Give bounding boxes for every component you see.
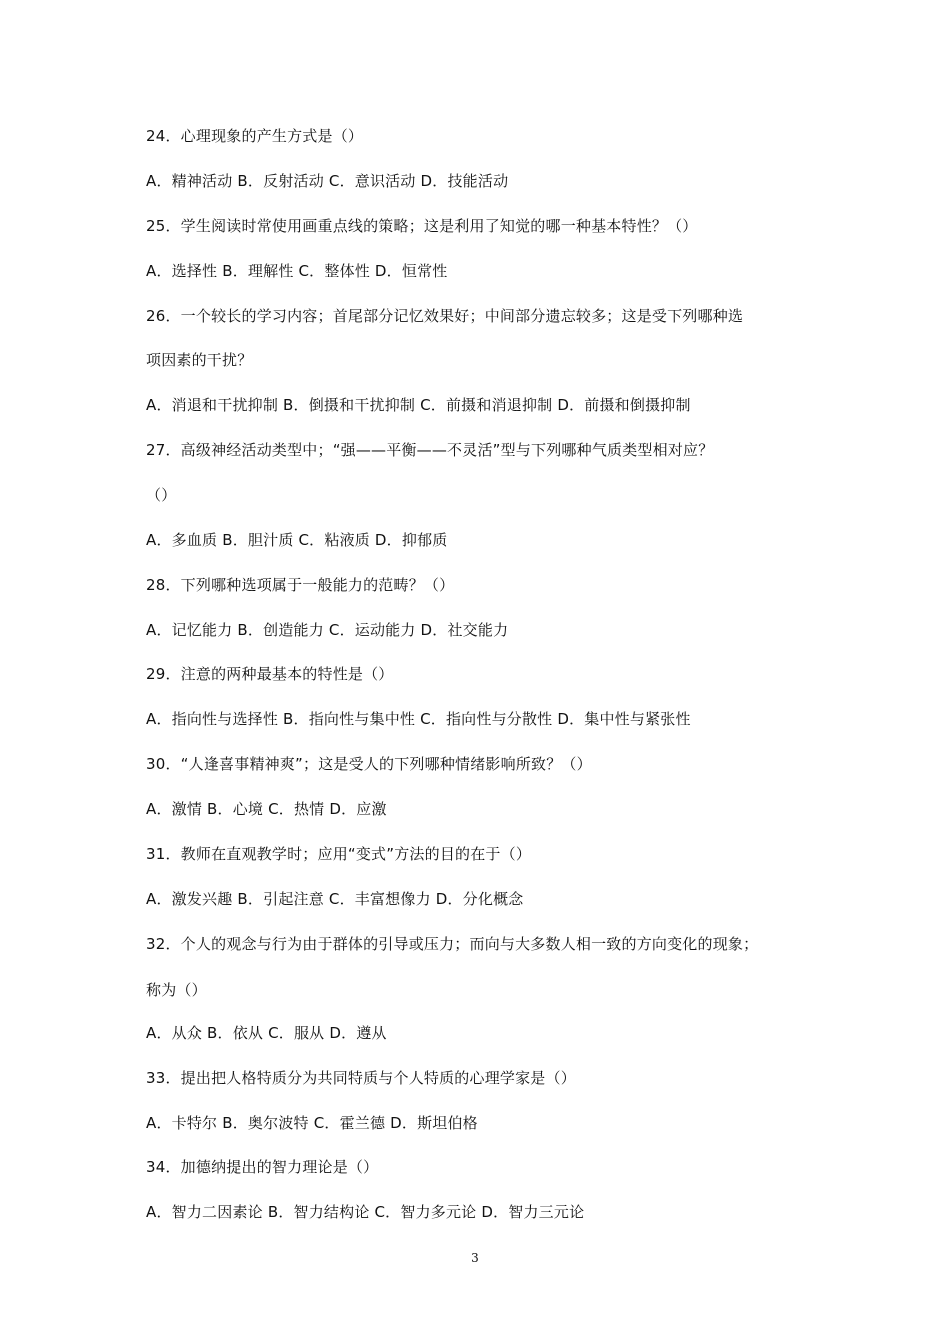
question-25-options: A．选择性 B．理解性 C．整体性 D．恒常性 — [146, 262, 448, 280]
question-26-options: A．消退和干扰抑制 B．倒摄和干扰抑制 C．前摄和消退抑制 D．前摄和倒摄抑制 — [146, 396, 691, 414]
question-27: 27．高级神经活动类型中；“强——平衡——不灵活”型与下列哪种气质类型相对应？ — [146, 441, 714, 459]
question-34: 34．加德纳提出的智力理论是（） — [146, 1158, 379, 1176]
question-24-options: A．精神活动 B．反射活动 C．意识活动 D．技能活动 — [146, 172, 509, 190]
question-27-options: A．多血质 B．胆汁质 C．粘液质 D．抑郁质 — [146, 531, 448, 549]
question-24: 24．心理现象的产生方式是（） — [146, 127, 364, 145]
question-33: 33．提出把人格特质分为共同特质与个人特质的心理学家是（） — [146, 1069, 576, 1087]
question-30: 30．“人逢喜事精神爽”；这是受人的下列哪种情绪影响所致？（） — [146, 755, 592, 773]
question-31: 31．教师在直观教学时；应用“变式”方法的目的在于（） — [146, 845, 532, 863]
question-31-options: A．激发兴趣 B．引起注意 C．丰富想像力 D．分化概念 — [146, 890, 524, 908]
question-28: 28．下列哪种选项属于一般能力的范畴？（） — [146, 576, 455, 594]
question-34-options: A．智力二因素论 B．智力结构论 C．智力多元论 D．智力三元论 — [146, 1203, 585, 1221]
question-27-continued: （） — [146, 486, 177, 504]
question-30-options: A．激情 B．心境 C．热情 D．应激 — [146, 800, 387, 818]
question-28-options: A．记忆能力 B．创造能力 C．运动能力 D．社交能力 — [146, 621, 509, 639]
question-29-options: A．指向性与选择性 B．指向性与集中性 C．指向性与分散性 D．集中性与紧张性 — [146, 710, 691, 728]
question-32-options: A．从众 B．依从 C．服从 D．遵从 — [146, 1024, 387, 1042]
question-33-options: A．卡特尔 B．奥尔波特 C．霍兰德 D．斯坦伯格 — [146, 1114, 478, 1132]
question-29: 29．注意的两种最基本的特性是（） — [146, 665, 394, 683]
question-26-continued: 项因素的干扰？ — [146, 351, 253, 369]
question-26: 26．一个较长的学习内容；首尾部分记忆效果好；中间部分遗忘较多；这是受下列哪种选 — [146, 307, 744, 325]
question-32: 32．个人的观念与行为由于群体的引导或压力；而向与大多数人相一致的方向变化的现象； — [146, 935, 759, 953]
question-25: 25．学生阅读时常使用画重点线的策略；这是利用了知觉的哪一种基本特性？（） — [146, 217, 698, 235]
page-number: 3 — [471, 1251, 479, 1265]
question-32-continued: 称为（） — [146, 981, 207, 999]
